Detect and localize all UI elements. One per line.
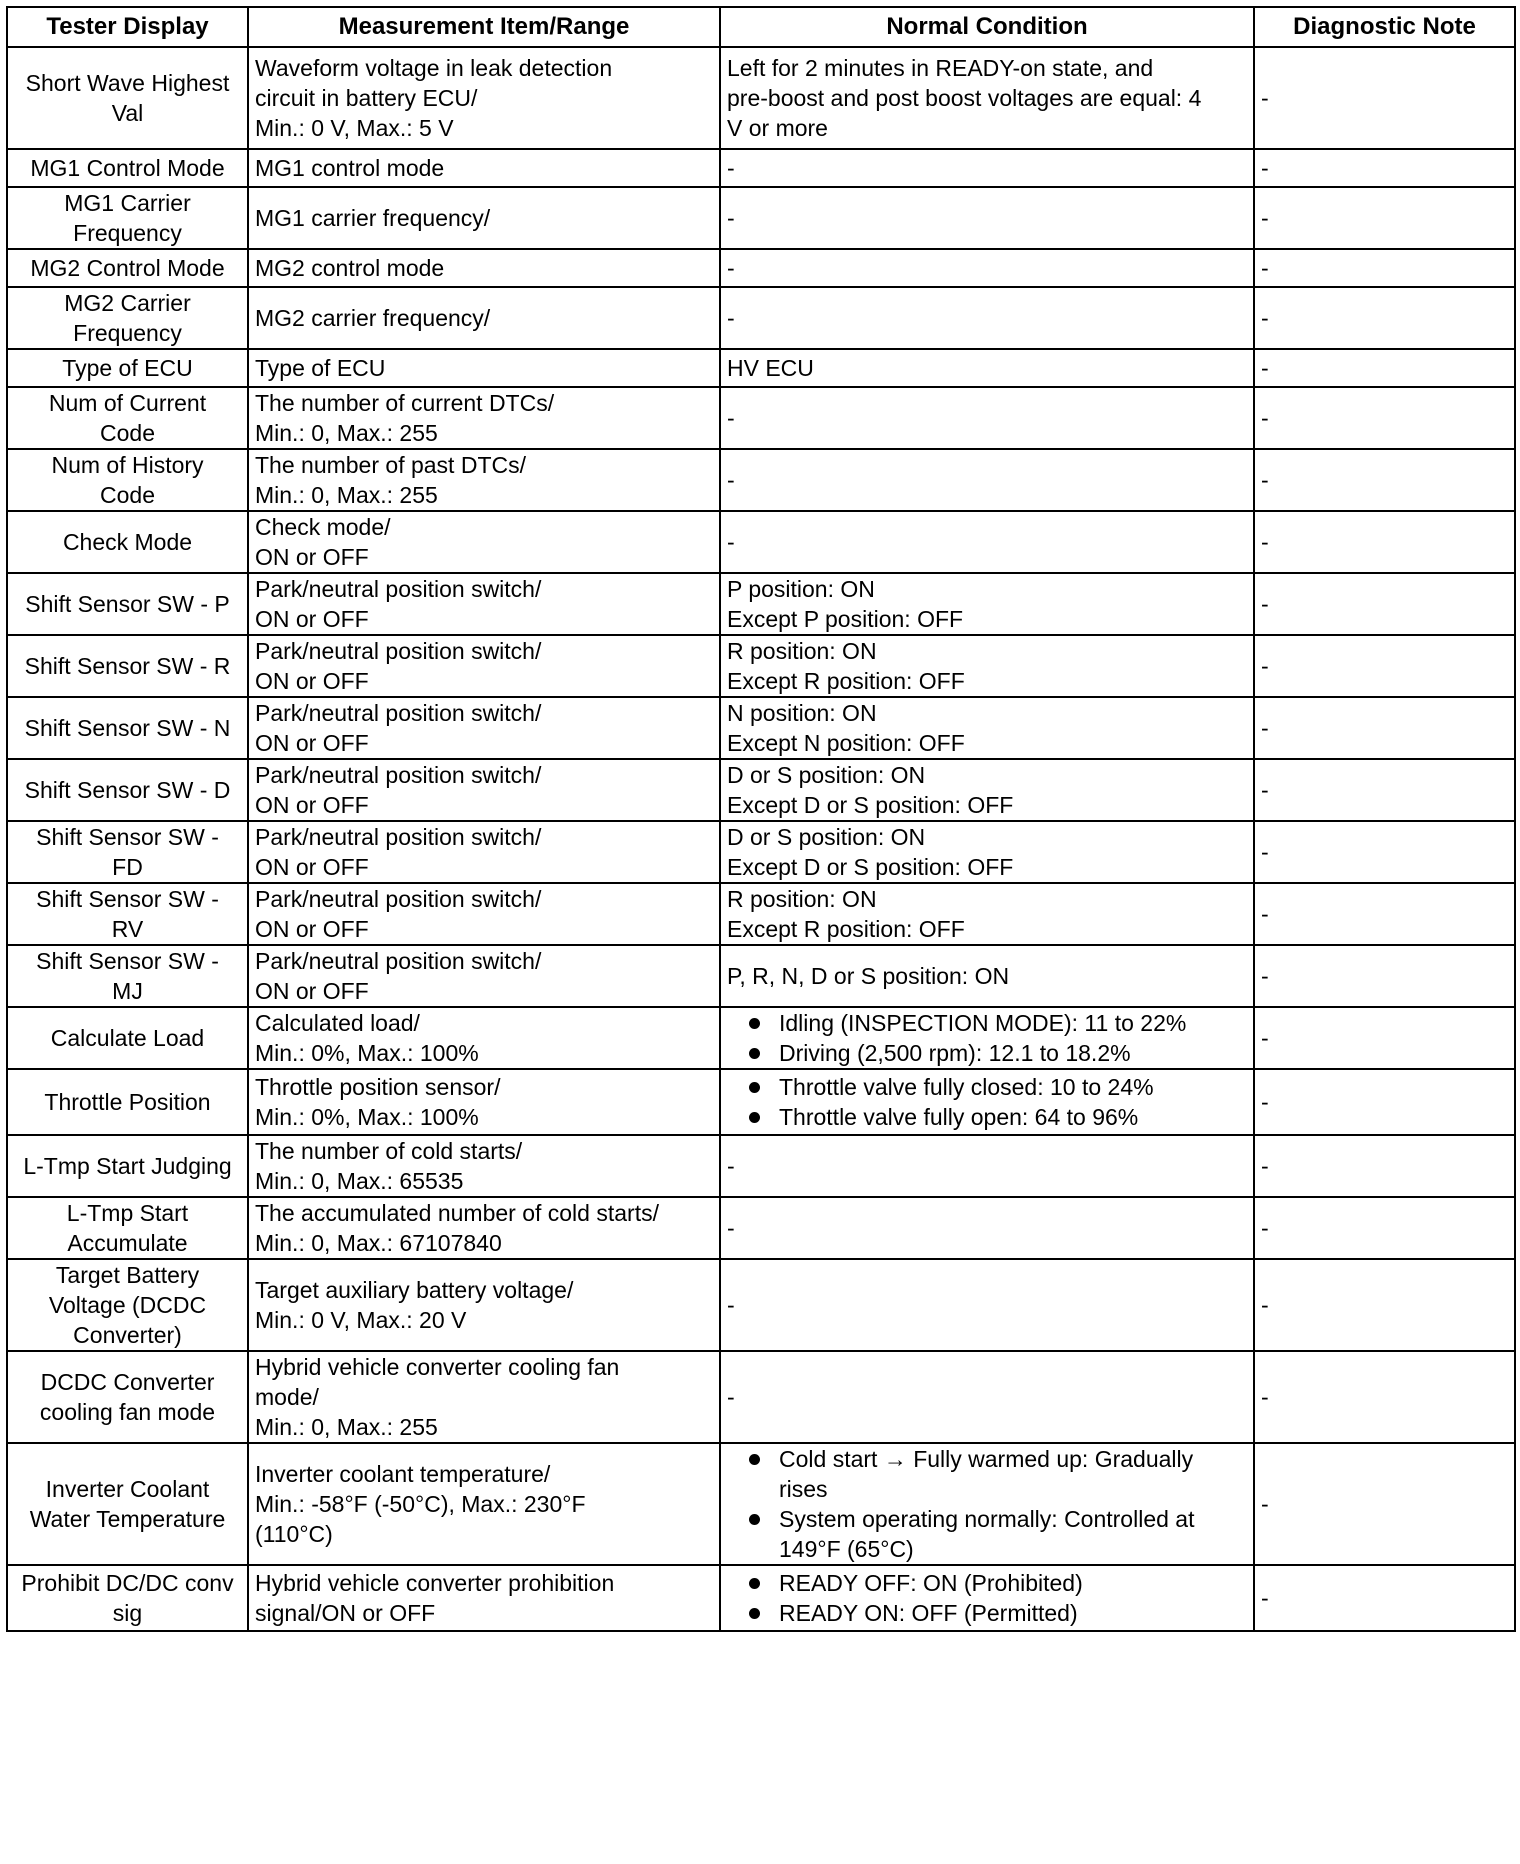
cell-line: -	[727, 305, 735, 331]
table-row	[7, 1007, 1515, 1069]
cell-line: Min.: 0, Max.: 255	[255, 482, 438, 508]
cell-line: The number of current DTCs/	[255, 390, 555, 416]
condition-bullet-item	[727, 1038, 1247, 1068]
diagnostic-note-cell: -	[1254, 945, 1515, 1007]
cell-line: D or S position: ON	[727, 824, 926, 850]
cell-line: mode/	[255, 1384, 319, 1410]
cell-line: RV	[111, 916, 144, 942]
measurement-item-cell	[248, 1443, 720, 1565]
cell-line: -	[727, 155, 735, 181]
cell-line: Water Temperature	[29, 1506, 226, 1532]
cell-line: ON or OFF	[255, 792, 369, 818]
cell-line: READY OFF: ON (Prohibited)	[779, 1570, 1083, 1596]
cell-line: Shift Sensor SW -	[36, 886, 219, 912]
cell-line: Park/neutral position switch/	[255, 824, 542, 850]
diagnostic-note-cell: -	[1254, 287, 1515, 349]
measurement-item-cell	[248, 883, 720, 945]
diagnostic-note-cell: -	[1254, 1259, 1515, 1351]
cell-line: L-Tmp Start	[66, 1200, 189, 1226]
cell-line: Num of Current	[48, 390, 207, 416]
tester-display-cell	[7, 573, 248, 635]
cell-line: Hybrid vehicle converter cooling fan	[255, 1354, 620, 1380]
cell-line: Except N position: OFF	[727, 730, 965, 756]
header-row	[7, 7, 1515, 47]
cell-line: MG2 Carrier	[64, 290, 191, 316]
diagnostic-note-cell: -	[1254, 511, 1515, 573]
measurement-item-cell	[248, 1135, 720, 1197]
table-row	[7, 349, 1515, 387]
cell-line: -	[727, 405, 735, 431]
measurement-item-cell	[248, 47, 720, 149]
cell-line: Shift Sensor SW - R	[24, 653, 231, 679]
measurement-item-cell	[248, 287, 720, 349]
cell-line: Min.: -58°F (-50°C), Max.: 230°F	[255, 1491, 586, 1517]
tester-display-cell	[7, 1565, 248, 1631]
table-row	[7, 1259, 1515, 1351]
cell-line: Waveform voltage in leak detection	[255, 55, 613, 81]
cell-line: D or S position: ON	[727, 762, 926, 788]
normal-condition-cell	[720, 47, 1254, 149]
measurement-item-cell	[248, 821, 720, 883]
cell-line: Idling (INSPECTION MODE): 11 to 22%	[779, 1010, 1187, 1036]
measurement-item-cell	[248, 349, 720, 387]
diagnostic-note-cell: -	[1254, 573, 1515, 635]
cell-line: (110°C)	[255, 1521, 333, 1547]
normal-condition-cell	[720, 187, 1254, 249]
condition-bullet-list	[727, 1568, 1247, 1628]
cell-line: System operating normally: Controlled at	[779, 1506, 1195, 1532]
cell-line: Min.: 0%, Max.: 100%	[255, 1104, 479, 1130]
cell-line: Target Battery	[55, 1262, 200, 1288]
cell-line: Calculate Load	[50, 1025, 205, 1051]
table-row	[7, 945, 1515, 1007]
cell-line: The accumulated number of cold starts/	[255, 1200, 659, 1226]
measurement-item-cell	[248, 1069, 720, 1135]
normal-condition-cell	[720, 387, 1254, 449]
cell-line: V or more	[727, 115, 828, 141]
cell-line: READY ON: OFF (Permitted)	[779, 1600, 1078, 1626]
normal-condition-cell	[720, 1135, 1254, 1197]
tester-display-cell	[7, 47, 248, 149]
cell-line: Min.: 0, Max.: 255	[255, 420, 438, 446]
cell-line: Park/neutral position switch/	[255, 638, 542, 664]
cell-line: Calculated load/	[255, 1010, 420, 1036]
diagnostic-note-cell: -	[1254, 1069, 1515, 1135]
condition-bullet-item	[727, 1072, 1247, 1102]
cell-line: ON or OFF	[255, 854, 369, 880]
cell-line: DCDC Converter	[40, 1369, 215, 1395]
condition-bullet-item	[727, 1008, 1247, 1038]
tester-display-cell	[7, 821, 248, 883]
diagnostic-note-cell: -	[1254, 1351, 1515, 1443]
diagnostic-note-cell: -	[1254, 1007, 1515, 1069]
normal-condition-cell	[720, 697, 1254, 759]
normal-condition-cell	[720, 149, 1254, 187]
condition-bullet-item	[727, 1568, 1247, 1598]
cell-line: The number of cold starts/	[255, 1138, 523, 1164]
cell-line: Cold start → Fully warmed up: Gradually	[779, 1446, 1194, 1472]
cell-line: Frequency	[73, 220, 182, 246]
cell-line: The number of past DTCs/	[255, 452, 526, 478]
table-header	[7, 7, 1515, 47]
tester-display-cell	[7, 883, 248, 945]
table-row	[7, 1135, 1515, 1197]
cell-line: Num of History	[51, 452, 204, 478]
cell-line: P position: ON	[727, 576, 875, 602]
cell-line: Min.: 0, Max.: 67107840	[255, 1230, 502, 1256]
normal-condition-cell	[720, 249, 1254, 287]
cell-line: Min.: 0%, Max.: 100%	[255, 1040, 479, 1066]
cell-line: Shift Sensor SW -	[36, 824, 219, 850]
tester-display-cell	[7, 1135, 248, 1197]
tester-display-cell	[7, 387, 248, 449]
condition-bullet-list	[727, 1072, 1247, 1132]
header-diagnostic-note: Diagnostic Note	[1254, 7, 1515, 47]
cell-line: Min.: 0 V, Max.: 5 V	[255, 115, 454, 141]
measurement-item-cell	[248, 449, 720, 511]
diagnostic-note-cell: -	[1254, 697, 1515, 759]
measurement-item-cell	[248, 945, 720, 1007]
cell-line: Hybrid vehicle converter prohibition	[255, 1570, 615, 1596]
tester-display-cell	[7, 187, 248, 249]
cell-line: signal/ON or OFF	[255, 1600, 436, 1626]
cell-line: Short Wave Highest	[25, 70, 230, 96]
tester-display-cell	[7, 1197, 248, 1259]
measurement-item-cell	[248, 759, 720, 821]
normal-condition-cell	[720, 349, 1254, 387]
diagnostic-note-cell: -	[1254, 759, 1515, 821]
diagnostic-note-cell: -	[1254, 387, 1515, 449]
measurement-item-cell	[248, 1351, 720, 1443]
cell-line: MG1 carrier frequency/	[255, 205, 491, 231]
table-row	[7, 1351, 1515, 1443]
cell-line: Throttle valve fully open: 64 to 96%	[779, 1104, 1139, 1130]
header-tester-display: Tester Display	[7, 7, 248, 47]
cell-line: Converter)	[73, 1322, 182, 1348]
cell-line: Driving (2,500 rpm): 12.1 to 18.2%	[779, 1040, 1131, 1066]
diagnostic-note-cell: -	[1254, 635, 1515, 697]
diagnostic-note-cell: -	[1254, 1135, 1515, 1197]
cell-line: Except P position: OFF	[727, 606, 964, 632]
table-row	[7, 1443, 1515, 1565]
cell-line: -	[727, 1384, 735, 1410]
normal-condition-cell	[720, 635, 1254, 697]
table-row	[7, 449, 1515, 511]
table-row	[7, 511, 1515, 573]
cell-line: sig	[112, 1600, 143, 1626]
diagnostic-note-cell: -	[1254, 349, 1515, 387]
cell-line: -	[727, 1292, 735, 1318]
cell-line: ON or OFF	[255, 606, 369, 632]
cell-line: R position: ON	[727, 638, 877, 664]
condition-bullet-item	[727, 1444, 1247, 1504]
diagnostic-note-cell: -	[1254, 187, 1515, 249]
cell-line: Except R position: OFF	[727, 668, 965, 694]
cell-line: L-Tmp Start Judging	[23, 1153, 232, 1179]
tester-display-cell	[7, 635, 248, 697]
cell-line: Throttle position sensor/	[255, 1074, 501, 1100]
normal-condition-cell	[720, 1069, 1254, 1135]
table-row	[7, 47, 1515, 149]
cell-line: ON or OFF	[255, 544, 369, 570]
tester-display-cell	[7, 249, 248, 287]
normal-condition-cell	[720, 1259, 1254, 1351]
cell-line: MG1 control mode	[255, 155, 445, 181]
table-body	[7, 47, 1515, 1631]
cell-line: circuit in battery ECU/	[255, 85, 478, 111]
tester-display-cell	[7, 1007, 248, 1069]
normal-condition-cell	[720, 883, 1254, 945]
tester-display-cell	[7, 1069, 248, 1135]
cell-line: Type of ECU	[62, 355, 193, 381]
diagnostic-note-cell: -	[1254, 821, 1515, 883]
diagnostic-note-cell: -	[1254, 149, 1515, 187]
data-list-table	[6, 6, 1516, 1632]
measurement-item-cell	[248, 573, 720, 635]
cell-line: Shift Sensor SW - P	[25, 591, 230, 617]
normal-condition-cell	[720, 945, 1254, 1007]
cell-line: Min.: 0, Max.: 255	[255, 1414, 438, 1440]
cell-line: Inverter Coolant	[45, 1476, 210, 1502]
measurement-item-cell	[248, 1565, 720, 1631]
measurement-item-cell	[248, 1007, 720, 1069]
table-row	[7, 149, 1515, 187]
table-row	[7, 573, 1515, 635]
cell-line: Code	[100, 420, 155, 446]
cell-line: MG1 Control Mode	[30, 155, 225, 181]
tester-display-cell	[7, 1443, 248, 1565]
cell-line: MG1 Carrier	[64, 190, 191, 216]
condition-bullet-item	[727, 1102, 1247, 1132]
cell-line: ON or OFF	[255, 730, 369, 756]
diagnostic-note-cell: -	[1254, 883, 1515, 945]
cell-line: Throttle Position	[44, 1089, 211, 1115]
measurement-item-cell	[248, 149, 720, 187]
table-row	[7, 1069, 1515, 1135]
cell-line: Inverter coolant temperature/	[255, 1461, 551, 1487]
tester-display-cell	[7, 697, 248, 759]
cell-line: Except D or S position: OFF	[727, 854, 1014, 880]
condition-bullet-item	[727, 1504, 1247, 1564]
cell-line: -	[727, 1215, 735, 1241]
table-row	[7, 1197, 1515, 1259]
cell-line: Check mode/	[255, 514, 391, 540]
condition-bullet-list	[727, 1008, 1247, 1068]
cell-line: Code	[100, 482, 155, 508]
cell-line: Throttle valve fully closed: 10 to 24%	[779, 1074, 1154, 1100]
tester-display-cell	[7, 149, 248, 187]
diagnostic-note-cell: -	[1254, 249, 1515, 287]
cell-line: Type of ECU	[255, 355, 386, 381]
cell-line: -	[727, 1153, 735, 1179]
cell-line: -	[727, 255, 735, 281]
normal-condition-cell	[720, 1007, 1254, 1069]
cell-line: Left for 2 minutes in READY-on state, and	[727, 55, 1154, 81]
table-row	[7, 635, 1515, 697]
diagnostic-note-cell: -	[1254, 1443, 1515, 1565]
cell-line: Except R position: OFF	[727, 916, 965, 942]
measurement-item-cell	[248, 187, 720, 249]
normal-condition-cell	[720, 821, 1254, 883]
cell-line: MG2 Control Mode	[30, 255, 225, 281]
table-row	[7, 883, 1515, 945]
tester-display-cell	[7, 945, 248, 1007]
cell-line: Voltage (DCDC	[48, 1292, 207, 1318]
measurement-item-cell	[248, 249, 720, 287]
cell-line: Val	[111, 100, 144, 126]
tester-display-cell	[7, 511, 248, 573]
cell-line: cooling fan mode	[39, 1399, 216, 1425]
header-measurement-item: Measurement Item/Range	[248, 7, 720, 47]
tester-display-cell	[7, 287, 248, 349]
cell-line: -	[727, 529, 735, 555]
cell-line: N position: ON	[727, 700, 877, 726]
cell-line: MG2 carrier frequency/	[255, 305, 491, 331]
condition-bullet-list	[727, 1444, 1247, 1564]
normal-condition-cell	[720, 1351, 1254, 1443]
table-row	[7, 697, 1515, 759]
diagnostic-note-cell: -	[1254, 449, 1515, 511]
cell-line: Min.: 0 V, Max.: 20 V	[255, 1307, 467, 1333]
normal-condition-cell	[720, 1197, 1254, 1259]
cell-line: Park/neutral position switch/	[255, 948, 542, 974]
cell-line: pre-boost and post boost voltages are equal: 4	[727, 85, 1202, 111]
cell-line: HV ECU	[727, 355, 814, 381]
cell-line: Shift Sensor SW -	[36, 948, 219, 974]
normal-condition-cell	[720, 1443, 1254, 1565]
cell-line: ON or OFF	[255, 978, 369, 1004]
cell-line: Target auxiliary battery voltage/	[255, 1277, 574, 1303]
measurement-item-cell	[248, 697, 720, 759]
normal-condition-cell	[720, 287, 1254, 349]
measurement-item-cell	[248, 1259, 720, 1351]
cell-line: ON or OFF	[255, 668, 369, 694]
normal-condition-cell	[720, 511, 1254, 573]
table-row	[7, 249, 1515, 287]
cell-line: Accumulate	[67, 1230, 188, 1256]
tester-display-cell	[7, 1259, 248, 1351]
measurement-item-cell	[248, 1197, 720, 1259]
normal-condition-cell	[720, 573, 1254, 635]
cell-line: Frequency	[73, 320, 182, 346]
diagnostic-note-cell: -	[1254, 1197, 1515, 1259]
cell-line: 149°F (65°C)	[779, 1536, 914, 1562]
cell-line: R position: ON	[727, 886, 877, 912]
tester-display-cell	[7, 449, 248, 511]
table-row	[7, 759, 1515, 821]
normal-condition-cell	[720, 759, 1254, 821]
table-row	[7, 387, 1515, 449]
diagnostic-note-cell: -	[1254, 47, 1515, 149]
table-row	[7, 821, 1515, 883]
header-normal-condition: Normal Condition	[720, 7, 1254, 47]
cell-line: Except D or S position: OFF	[727, 792, 1014, 818]
tester-display-cell	[7, 1351, 248, 1443]
cell-line: Min.: 0, Max.: 65535	[255, 1168, 464, 1194]
diagnostic-note-cell: -	[1254, 1565, 1515, 1631]
cell-line: MJ	[112, 978, 143, 1004]
cell-line: Park/neutral position switch/	[255, 700, 542, 726]
cell-line: Shift Sensor SW - N	[24, 715, 231, 741]
measurement-item-cell	[248, 387, 720, 449]
normal-condition-cell	[720, 449, 1254, 511]
table-row	[7, 287, 1515, 349]
cell-line: FD	[112, 854, 143, 880]
measurement-item-cell	[248, 511, 720, 573]
table-row	[7, 1565, 1515, 1631]
tester-display-cell	[7, 759, 248, 821]
cell-line: Park/neutral position switch/	[255, 886, 542, 912]
cell-line: Prohibit DC/DC conv	[21, 1570, 234, 1596]
tester-display-cell	[7, 349, 248, 387]
normal-condition-cell	[720, 1565, 1254, 1631]
cell-line: MG2 control mode	[255, 255, 445, 281]
cell-line: -	[727, 467, 735, 493]
cell-line: ON or OFF	[255, 916, 369, 942]
measurement-item-cell	[248, 635, 720, 697]
cell-line: Shift Sensor SW - D	[24, 777, 231, 803]
cell-line: rises	[779, 1476, 828, 1502]
cell-line: Park/neutral position switch/	[255, 762, 542, 788]
cell-line: -	[727, 205, 735, 231]
cell-line: Check Mode	[62, 529, 193, 555]
table-row	[7, 187, 1515, 249]
cell-line: P, R, N, D or S position: ON	[727, 963, 1010, 989]
condition-bullet-item	[727, 1598, 1247, 1628]
cell-line: Park/neutral position switch/	[255, 576, 542, 602]
